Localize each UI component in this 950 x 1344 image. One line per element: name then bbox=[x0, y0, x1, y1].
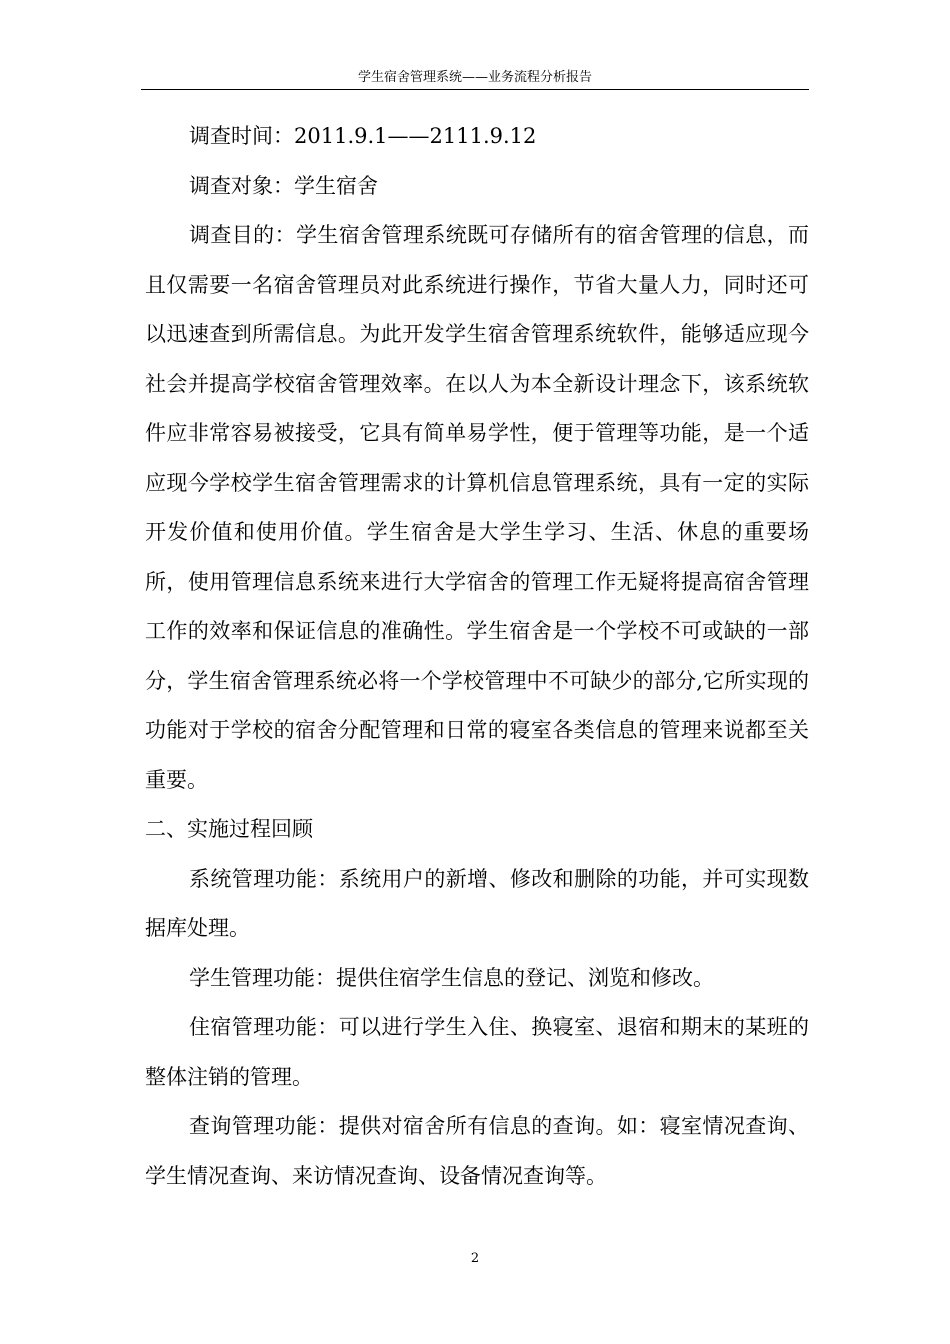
query-management-paragraph: 查询管理功能：提供对宿舍所有信息的查询。如：寝室情况查询、学生情况查询、来访情况查询、设备情况查询等。 bbox=[145, 1114, 809, 1188]
section-heading: 二、实施过程回顾 bbox=[145, 817, 313, 841]
survey-target-paragraph: 调查对象：学生宿舍 bbox=[189, 173, 378, 198]
header-rule bbox=[141, 89, 809, 90]
survey-time-paragraph: 调查时间：2011.9.1——2111.9.12 bbox=[189, 124, 537, 148]
system-management-paragraph: 系统管理功能：系统用户的新增、修改和删除的功能，并可实现数据库处理。 bbox=[145, 866, 809, 940]
page-header: 学生宿舍管理系统——业务流程分析报告 bbox=[357, 70, 592, 85]
page-number: 2 bbox=[470, 1251, 480, 1266]
accommodation-management-paragraph: 住宿管理功能：可以进行学生入住、换寝室、退宿和期末的某班的整体注销的管理。 bbox=[145, 1015, 809, 1089]
survey-purpose-paragraph: 调查目的：学生宿舍管理系统既可存储所有的宿舍管理的信息，而且仅需要一名宿舍管理员对此系统进行操作，节省大量人力，同时还可以迅速查到所需信息。为此开发学生宿舍管理系统软件，能够适应现今社会并提高学校宿舍管理效率。在以人为本全新设计理念下，该系统软件应非常容易被接受，它具有简单易学性，便于管理等功能，是一个适应现今学校学生宿舍管理需求的计算机信息管理系统，具有一定的实际开发价值和使用价值。学生宿舍是大学生学习、生活、休息的重要场所，使用管理信息系统来进行大学宿舍的管理工作无疑将提高宿舍管理工作的效率和保证信息的准确性。学生宿舍是一个学校不可或缺的一部分，学生宿舍管理系统必将一个学校管理中不可缺少的部分,它所实现的功能对于学校的宿舍分配管理和日常的寝室各类信息的管理来说都至关重要。 bbox=[145, 223, 809, 792]
student-management-paragraph: 学生管理功能：提供住宿学生信息的登记、浏览和修改。 bbox=[189, 965, 714, 990]
document-body bbox=[145, 112, 809, 1201]
